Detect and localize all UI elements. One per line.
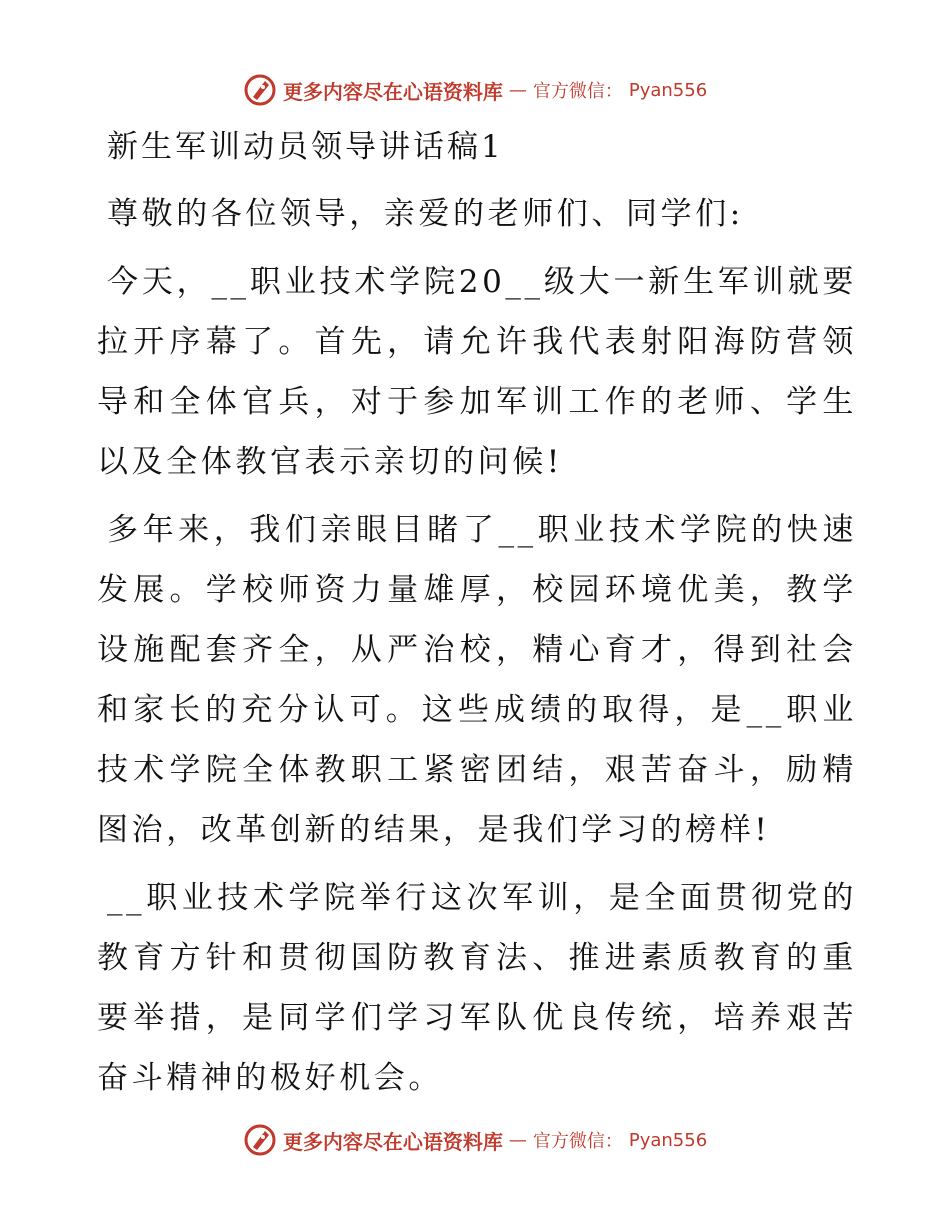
- watermark-wechat-label: 官方微信：: [532, 81, 623, 102]
- header-watermark: [0, 70, 950, 110]
- footer-watermark: [0, 1120, 950, 1160]
- watermark-brand-text: 更多内容尽在心语资料库: [282, 1129, 503, 1154]
- paragraph-3: __职业技术学院举行这次军训，是全面贯彻党的教育方针和贯彻国防教育法、推进素质教育的重要举措，是同学们学习军队优良传统，培养艰苦奋斗精神的极好机会。: [97, 880, 857, 1096]
- salutation: 尊敬的各位领导，亲爱的老师们、同学们:: [107, 196, 744, 232]
- paragraph-2: 多年来，我们亲眼目睹了__职业技术学院的快速发展。学校师资力量雄厚，校园环境优美，教学设施配套齐全，从严治校，精心育才，得到社会和家长的充分认可。这些成绩的取得，是__职业技术学院全体教职工紧密团结，艰苦奋斗，励精图治，改革创新的结果，是我们学习的榜样!: [97, 512, 857, 848]
- watermark-wechat-id: Pyan556: [628, 1129, 708, 1151]
- document-body: [97, 118, 857, 1116]
- watermark-brand-text: 更多内容尽在心语资料库: [282, 79, 503, 104]
- watermark-separator: —: [508, 79, 527, 101]
- watermark-separator: —: [508, 1129, 527, 1151]
- watermark-wechat-id: Pyan556: [628, 79, 708, 101]
- pen-nib-circle-icon: [243, 1123, 277, 1157]
- paragraph-1: 今天，__职业技术学院20__级大一新生军训就要拉开序幕了。首先，请允许我代表射阳海防营领导和全体官兵，对于参加军训工作的老师、学生以及全体教官表示亲切的问候!: [97, 264, 857, 480]
- watermark-wechat-label: 官方微信：: [532, 1131, 623, 1152]
- pen-nib-circle-icon: [243, 73, 277, 107]
- document-title: 新生军训动员领导讲话稿1: [107, 129, 504, 165]
